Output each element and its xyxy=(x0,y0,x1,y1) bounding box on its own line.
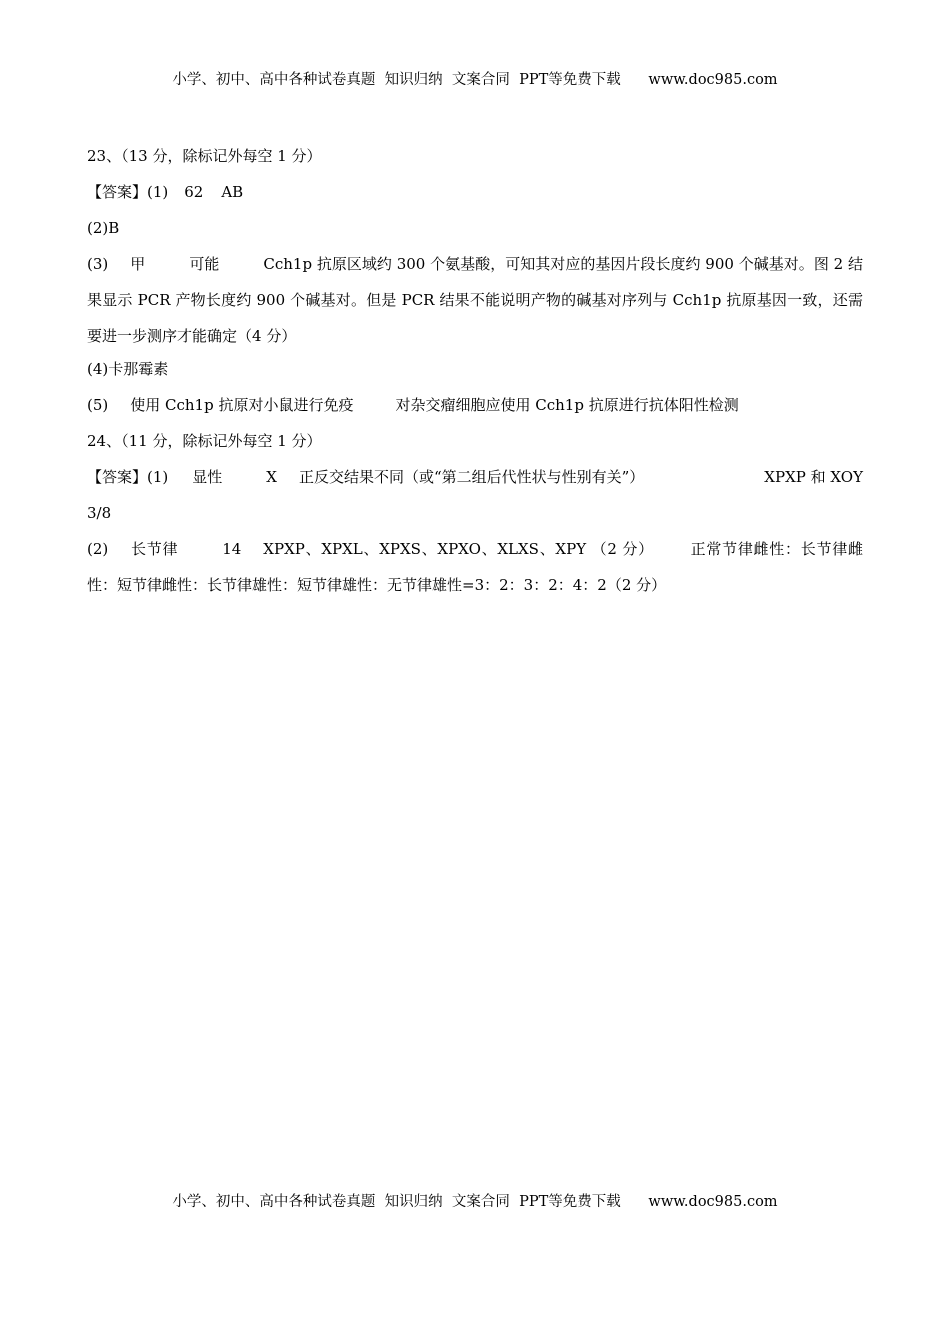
q23-a3-value-1: 甲 xyxy=(130,255,146,273)
q23-a5-number: (5) xyxy=(87,396,109,414)
q24-a2-value-4: 正常节律雌性：长节律雌性：短节律雌性：长节律雄性：短节律雄性：无节律雄性=3：2：3：2：4：2（2 分） xyxy=(87,540,863,594)
q24-a1-value-5: 3/8 xyxy=(87,504,112,522)
q24-a1-value-4: XPXP 和 XOY xyxy=(764,468,863,486)
q23-answer-4: (4)卡那霉素 xyxy=(87,360,169,378)
q24-answer-label: 【答案】(1) xyxy=(87,468,169,486)
q24-a1-value-3: 正反交结果不同（或“第二组后代性状与性别有关”） xyxy=(298,468,645,486)
q23-answer-label: 【答案】(1) xyxy=(87,183,169,201)
q24-a1-value-1: 显性 xyxy=(192,468,223,486)
q24-answer-2 xyxy=(87,531,863,603)
q24-a2-value-1: 长节律 xyxy=(130,540,179,558)
q23-answer-1 xyxy=(87,181,863,217)
q23-a5-value-1: 使用 Cch1p 抗原对小鼠进行免疫 xyxy=(130,396,354,414)
q23-a1-value-1: 62 xyxy=(184,183,204,201)
q24-title: 24、（11 分，除标记外每空 1 分） xyxy=(87,432,322,450)
q23-a5-value-2: 对杂交瘤细胞应使用 Cch1p 抗原进行抗体阳性检测 xyxy=(395,396,739,414)
q23-a3-value-2: 可能 xyxy=(189,255,220,273)
page-header: 小学、初中、高中各种试卷真题 知识归纳 文案合同 PPT等免费下载 www.doc985.com xyxy=(172,72,778,88)
q23-answer-5 xyxy=(87,394,863,430)
page-footer: 小学、初中、高中各种试卷真题 知识归纳 文案合同 PPT等免费下载 www.doc985.com xyxy=(172,1194,778,1210)
q24-a2-value-2: 14 xyxy=(222,540,242,558)
answer-content xyxy=(87,145,863,603)
q24-a2-value-3: XPXP、XPXL、XPXS、XPXO、XLXS、XPY （2 分） xyxy=(263,540,654,558)
q23-a3-number: (3) xyxy=(87,255,109,273)
q24-answer-1 xyxy=(87,466,863,502)
q24-answer-label-group xyxy=(87,466,644,502)
q23-answer-3 xyxy=(87,246,863,354)
q23-title: 23、（13 分，除标记外每空 1 分） xyxy=(87,147,322,165)
q23-answer-2: (2)B xyxy=(87,219,120,237)
q24-a1-value-2: X xyxy=(266,468,277,486)
q24-a2-number: (2) xyxy=(87,540,109,558)
q23-a1-value-2: AB xyxy=(221,183,244,201)
q23-a3-explanation: Cch1p 抗原区域约 300 个氨基酸，可知其对应的基因片段长度约 900 个碱基对。图 2 结果显示 PCR 产物长度约 900 个碱基对。但是 PCR 结果不能说明产物的碱基对序列与 Cch1p 抗原基因一致，还需要进一步测序才能确定（4 分） xyxy=(87,255,863,345)
